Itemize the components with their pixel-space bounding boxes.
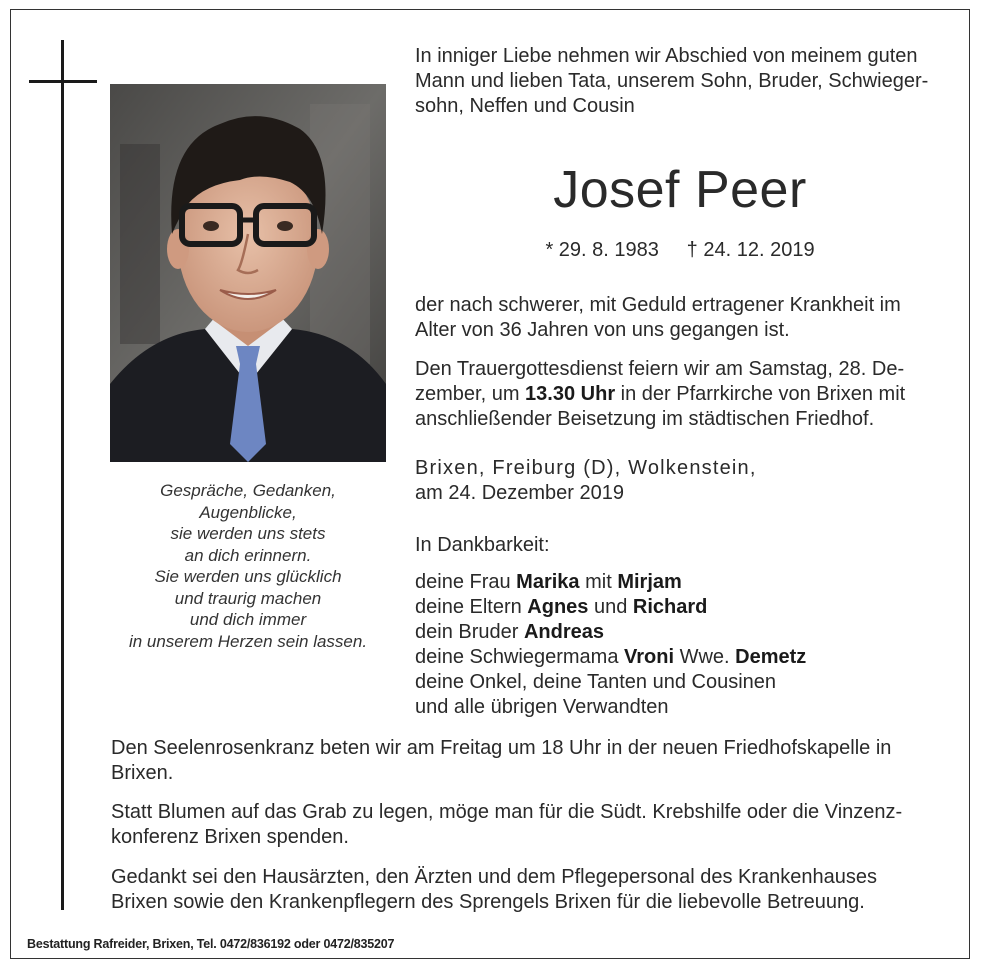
mourner-name: Marika <box>516 571 580 593</box>
mourner-row <box>415 570 953 595</box>
mourner-name: Demetz <box>735 646 807 668</box>
mourner-row <box>415 620 953 645</box>
illness-paragraph <box>415 293 953 343</box>
birth-date: * 29. 8. 1983 <box>545 239 659 261</box>
text-fragment: in der Pfarrkirche von Brixen mit <box>615 383 906 405</box>
date-line: am 24. Dezember 2019 <box>415 482 625 504</box>
notice-line: konferenz Brixen spenden. <box>111 826 349 848</box>
intro-line: In inniger Liebe nehmen wir Abschied von meinem guten <box>415 45 918 67</box>
place-and-date <box>415 456 953 506</box>
mourner-row: und alle übrigen Verwandten <box>415 696 669 718</box>
poem-line: Augenblicke, <box>199 502 297 522</box>
paragraph-line <box>415 382 953 407</box>
intro-line: Mann und lieben Tata, unserem Sohn, Bruder, Schwieger- <box>415 70 929 92</box>
donation-notice <box>111 800 951 850</box>
poem-line: Gespräche, Gedanken, <box>160 481 336 500</box>
deceased-name: Josef Peer <box>553 161 807 219</box>
poem-line: und traurig machen <box>174 588 322 608</box>
mourner-row <box>415 645 953 670</box>
service-time: 13.30 Uhr <box>525 383 616 405</box>
notice-line: Statt Blumen auf das Grab zu legen, möge man für die Südt. Krebshilfe oder die Vinzenz- <box>111 801 903 823</box>
intro-paragraph <box>415 44 953 119</box>
death-date: † 24. 12. 2019 <box>686 239 815 261</box>
mourner-name: Andreas <box>523 621 604 643</box>
life-dates <box>415 238 945 263</box>
gratitude-notice <box>111 865 951 915</box>
paragraph-line: Alter von 36 Jahren von uns gegangen ist. <box>415 319 790 341</box>
paragraph-line: anschließender Beisetzung im städtischen Friedhof. <box>415 408 875 430</box>
poem-line: sie werden uns stets <box>170 524 326 543</box>
text-fragment: deine Schwiegermama <box>415 646 624 668</box>
notice-line: Den Seelenrosenkranz beten wir am Freitag um 18 Uhr in der neuen Friedhofskapelle in <box>111 737 892 759</box>
paragraph-line: der nach schwerer, mit Geduld ertragener Krankheit im <box>415 294 901 316</box>
mourner-name: Mirjam <box>617 571 682 593</box>
cross-horizontal-bar <box>29 80 97 83</box>
paragraph-line: Den Trauergottesdienst feiern wir am Samstag, 28. De- <box>415 358 905 380</box>
text-fragment: deine Eltern <box>415 596 528 618</box>
poem-line: in unserem Herzen sein lassen. <box>128 631 368 651</box>
obituary-card <box>10 9 970 959</box>
text-fragment: Wwe. <box>674 646 736 668</box>
portrait-illustration <box>110 84 386 462</box>
text-fragment: und <box>588 596 633 618</box>
cross-vertical-bar <box>61 40 64 910</box>
mourners-list <box>415 533 953 720</box>
text-fragment: mit <box>579 571 618 593</box>
mourner-row <box>415 595 953 620</box>
text-fragment: deine Frau <box>415 571 517 593</box>
text-fragment: dein Bruder <box>415 621 524 643</box>
thanks-heading: In Dankbarkeit: <box>415 534 550 556</box>
portrait-photo <box>110 84 386 462</box>
notice-line: Gedankt sei den Hausärzten, den Ärzten und dem Pflegepersonal des Krankenhauses <box>111 866 878 888</box>
places-line: Brixen, Freiburg (D), Wolkenstein, <box>415 457 757 479</box>
notice-line: Brixen sowie den Krankenpflegern des Sprengels Brixen für die liebevolle Betreuung. <box>111 891 865 913</box>
mourner-name: Richard <box>632 596 708 618</box>
poem-line: an dich erinnern. <box>184 545 312 565</box>
funeral-home-footer: Bestattung Rafreider, Brixen, Tel. 0472/836192 oder 0472/835207 <box>27 937 395 951</box>
mourner-name: Agnes <box>527 596 589 618</box>
funeral-service-paragraph <box>415 357 953 432</box>
mourner-name: Vroni <box>624 646 675 668</box>
poem-line: und dich immer <box>189 610 307 629</box>
poem-line: Sie werden uns glücklich <box>154 567 342 586</box>
intro-line: sohn, Neffen und Cousin <box>415 95 635 117</box>
notice-line: Brixen. <box>111 762 174 784</box>
mourner-row: deine Onkel, deine Tanten und Cousinen <box>415 671 777 693</box>
memorial-poem <box>110 480 386 652</box>
rosary-notice <box>111 736 951 786</box>
text-fragment: zember, um <box>415 383 526 405</box>
